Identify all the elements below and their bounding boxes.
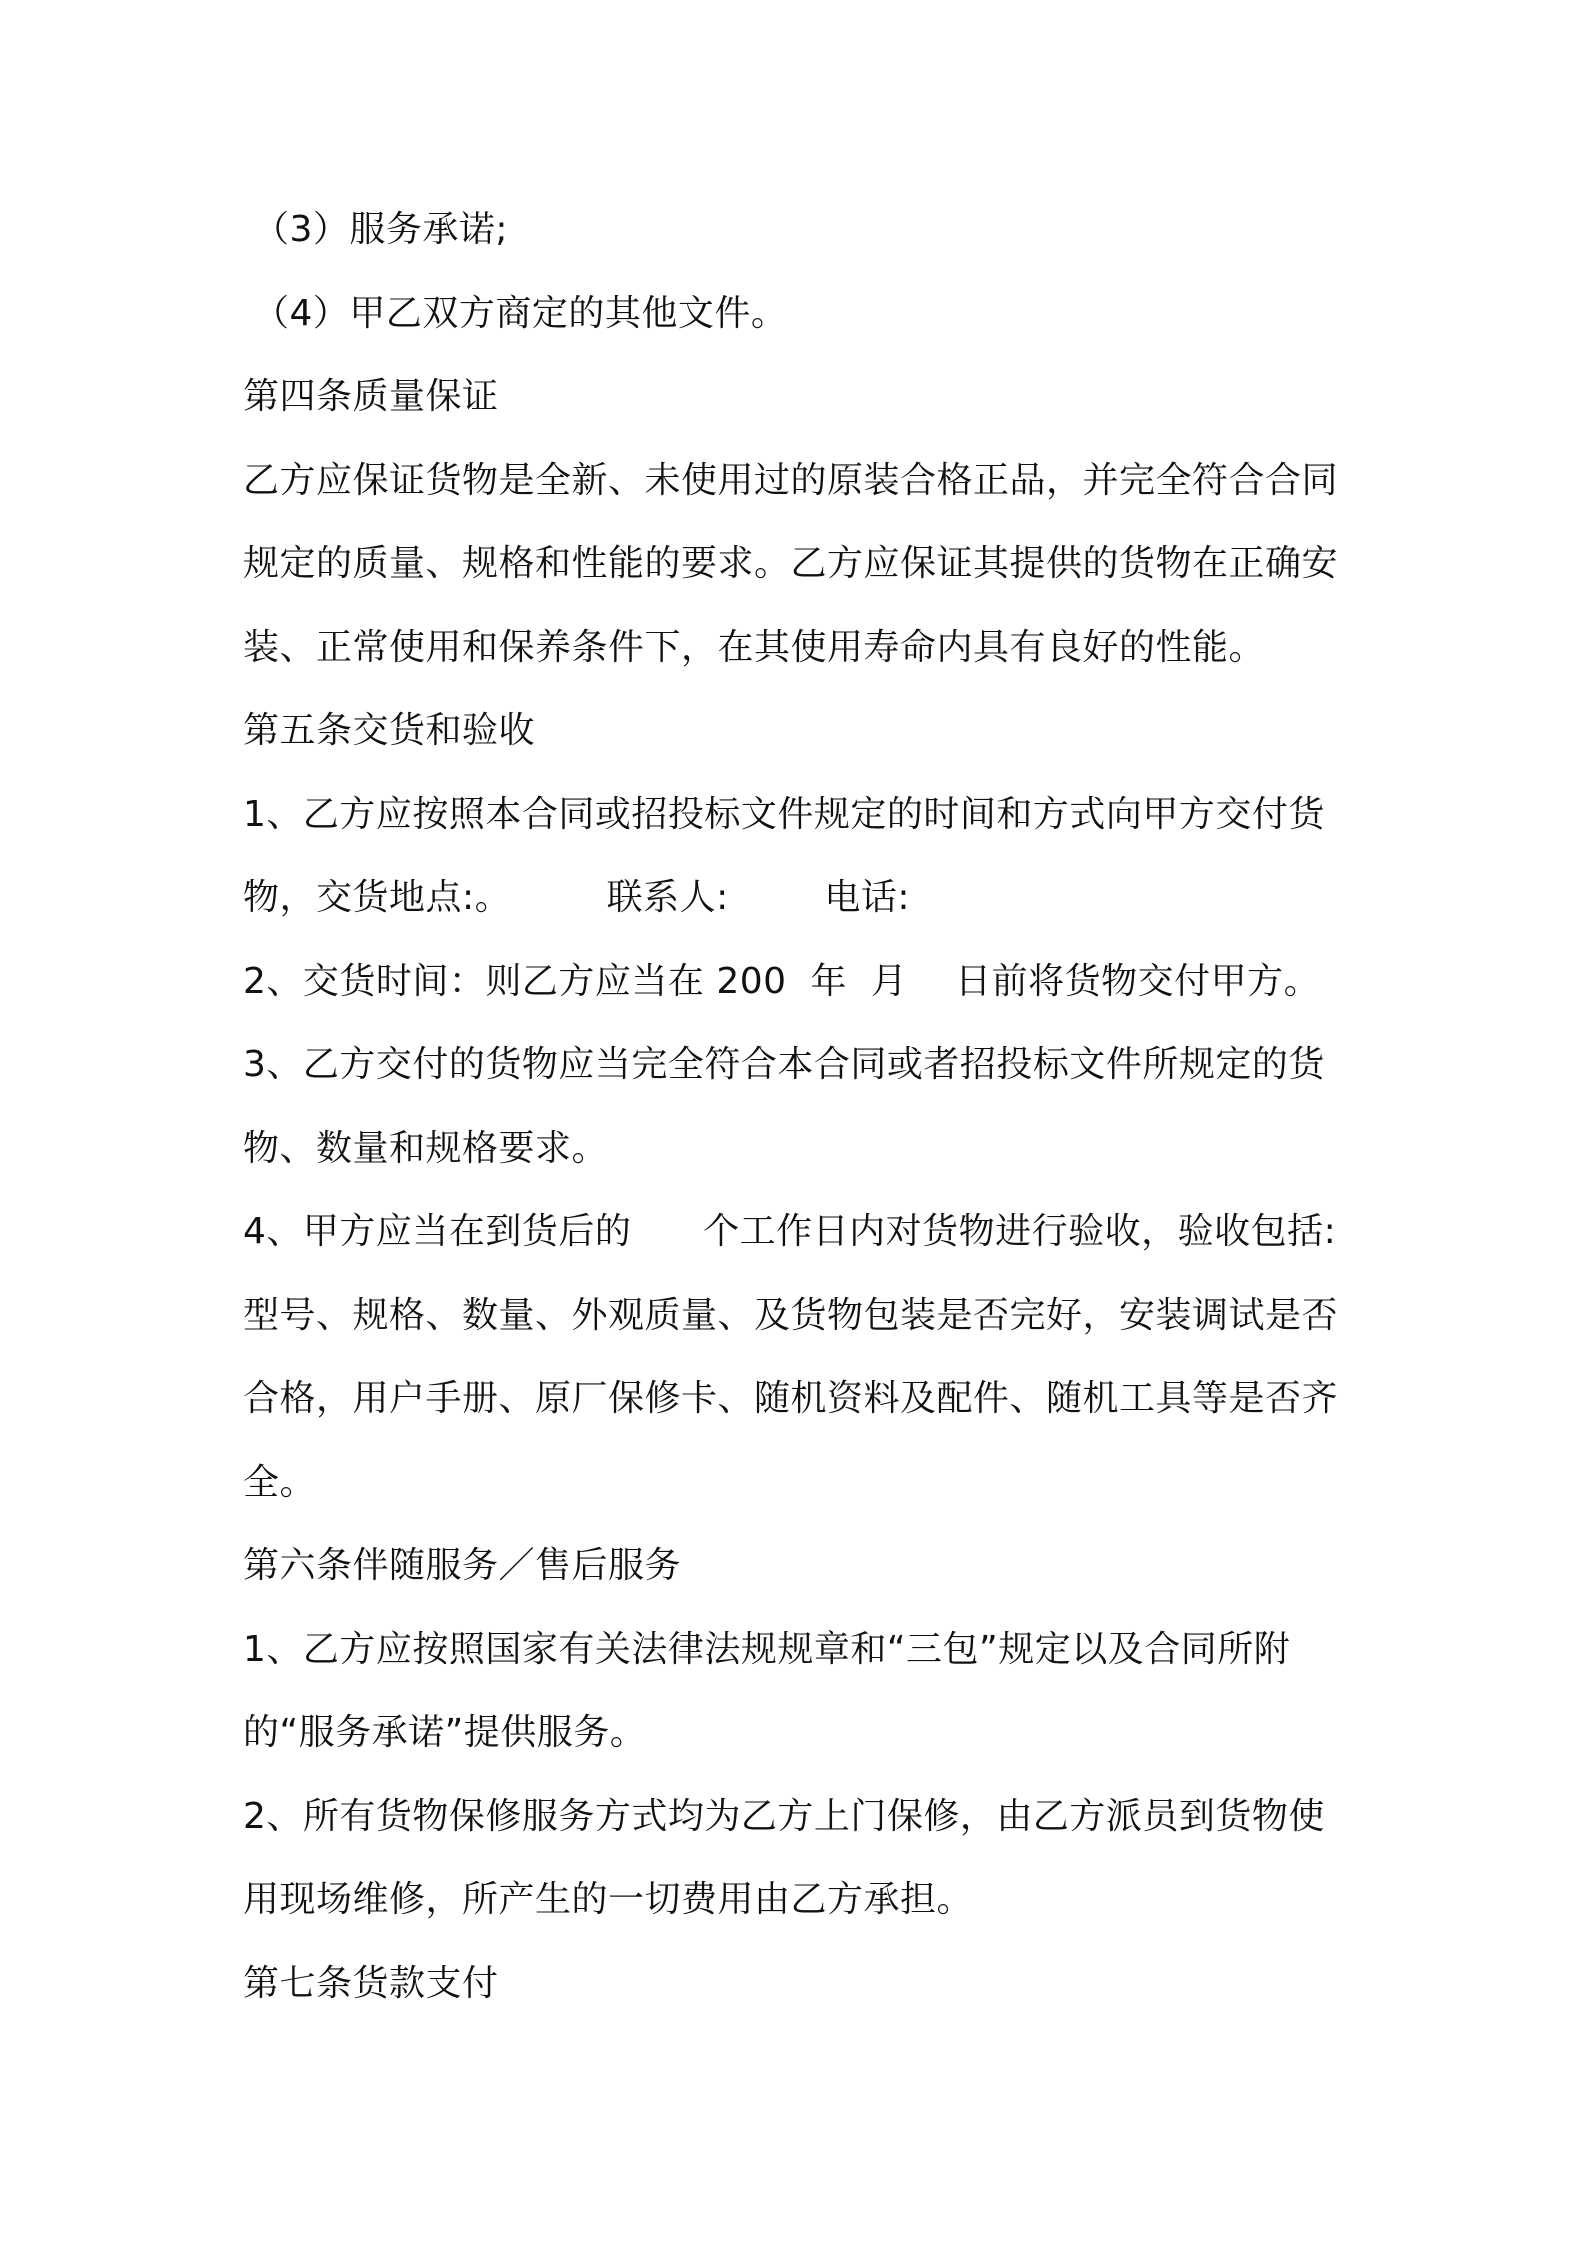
section-heading-5: 第五条交货和验收 bbox=[243, 710, 536, 751]
paragraph-line: 物、数量和规格要求。 bbox=[243, 1128, 609, 1169]
paragraph-line: 4、甲方应当在到货后的 个工作日内对货物进行验收，验收包括: bbox=[243, 1211, 1337, 1252]
paragraph-line: 的“服务承诺”提供服务。 bbox=[243, 1712, 647, 1753]
paragraph-line: 3、乙方交付的货物应当完全符合本合同或者招投标文件所规定的货 bbox=[243, 1044, 1325, 1085]
paragraph-line: 装、正常使用和保养条件下，在其使用寿命内具有良好的性能。 bbox=[243, 627, 1266, 668]
paragraph-line: 乙方应保证货物是全新、未使用过的原装合格正品，并完全符合合同 bbox=[243, 460, 1339, 501]
paragraph-line: 1、乙方应按照国家有关法律法规规章和“三包”规定以及合同所附 bbox=[243, 1629, 1291, 1670]
paragraph-line: 1、乙方应按照本合同或招投标文件规定的时间和方式向甲方交付货 bbox=[243, 794, 1325, 835]
paragraph-line: 全。 bbox=[243, 1462, 317, 1503]
section-heading-4: 第四条质量保证 bbox=[243, 376, 499, 417]
list-item-4: （4）甲乙双方商定的其他文件。 bbox=[253, 293, 788, 334]
section-heading-7: 第七条货款支付 bbox=[243, 1963, 499, 2004]
paragraph-line: 型号、规格、数量、外观质量、及货物包装是否完好，安装调试是否 bbox=[243, 1295, 1339, 1336]
paragraph-line: 物，交货地点:。 联系人: 电话: bbox=[243, 877, 910, 918]
paragraph-line: 用现场维修，所产生的一切费用由乙方承担。 bbox=[243, 1879, 974, 1920]
paragraph-line: 2、所有货物保修服务方式均为乙方上门保修，由乙方派员到货物使 bbox=[243, 1796, 1325, 1837]
paragraph-line: 规定的质量、规格和性能的要求。乙方应保证其提供的货物在正确安 bbox=[243, 543, 1339, 584]
list-item-3: （3）服务承诺; bbox=[253, 209, 509, 250]
section-heading-6: 第六条伴随服务／售后服务 bbox=[243, 1545, 682, 1586]
paragraph-line: 合格，用户手册、原厂保修卡、随机资料及配件、随机工具等是否齐 bbox=[243, 1378, 1339, 1419]
paragraph-line: 2、交货时间：则乙方应当在 200 年 月 日前将货物交付甲方。 bbox=[243, 961, 1321, 1002]
